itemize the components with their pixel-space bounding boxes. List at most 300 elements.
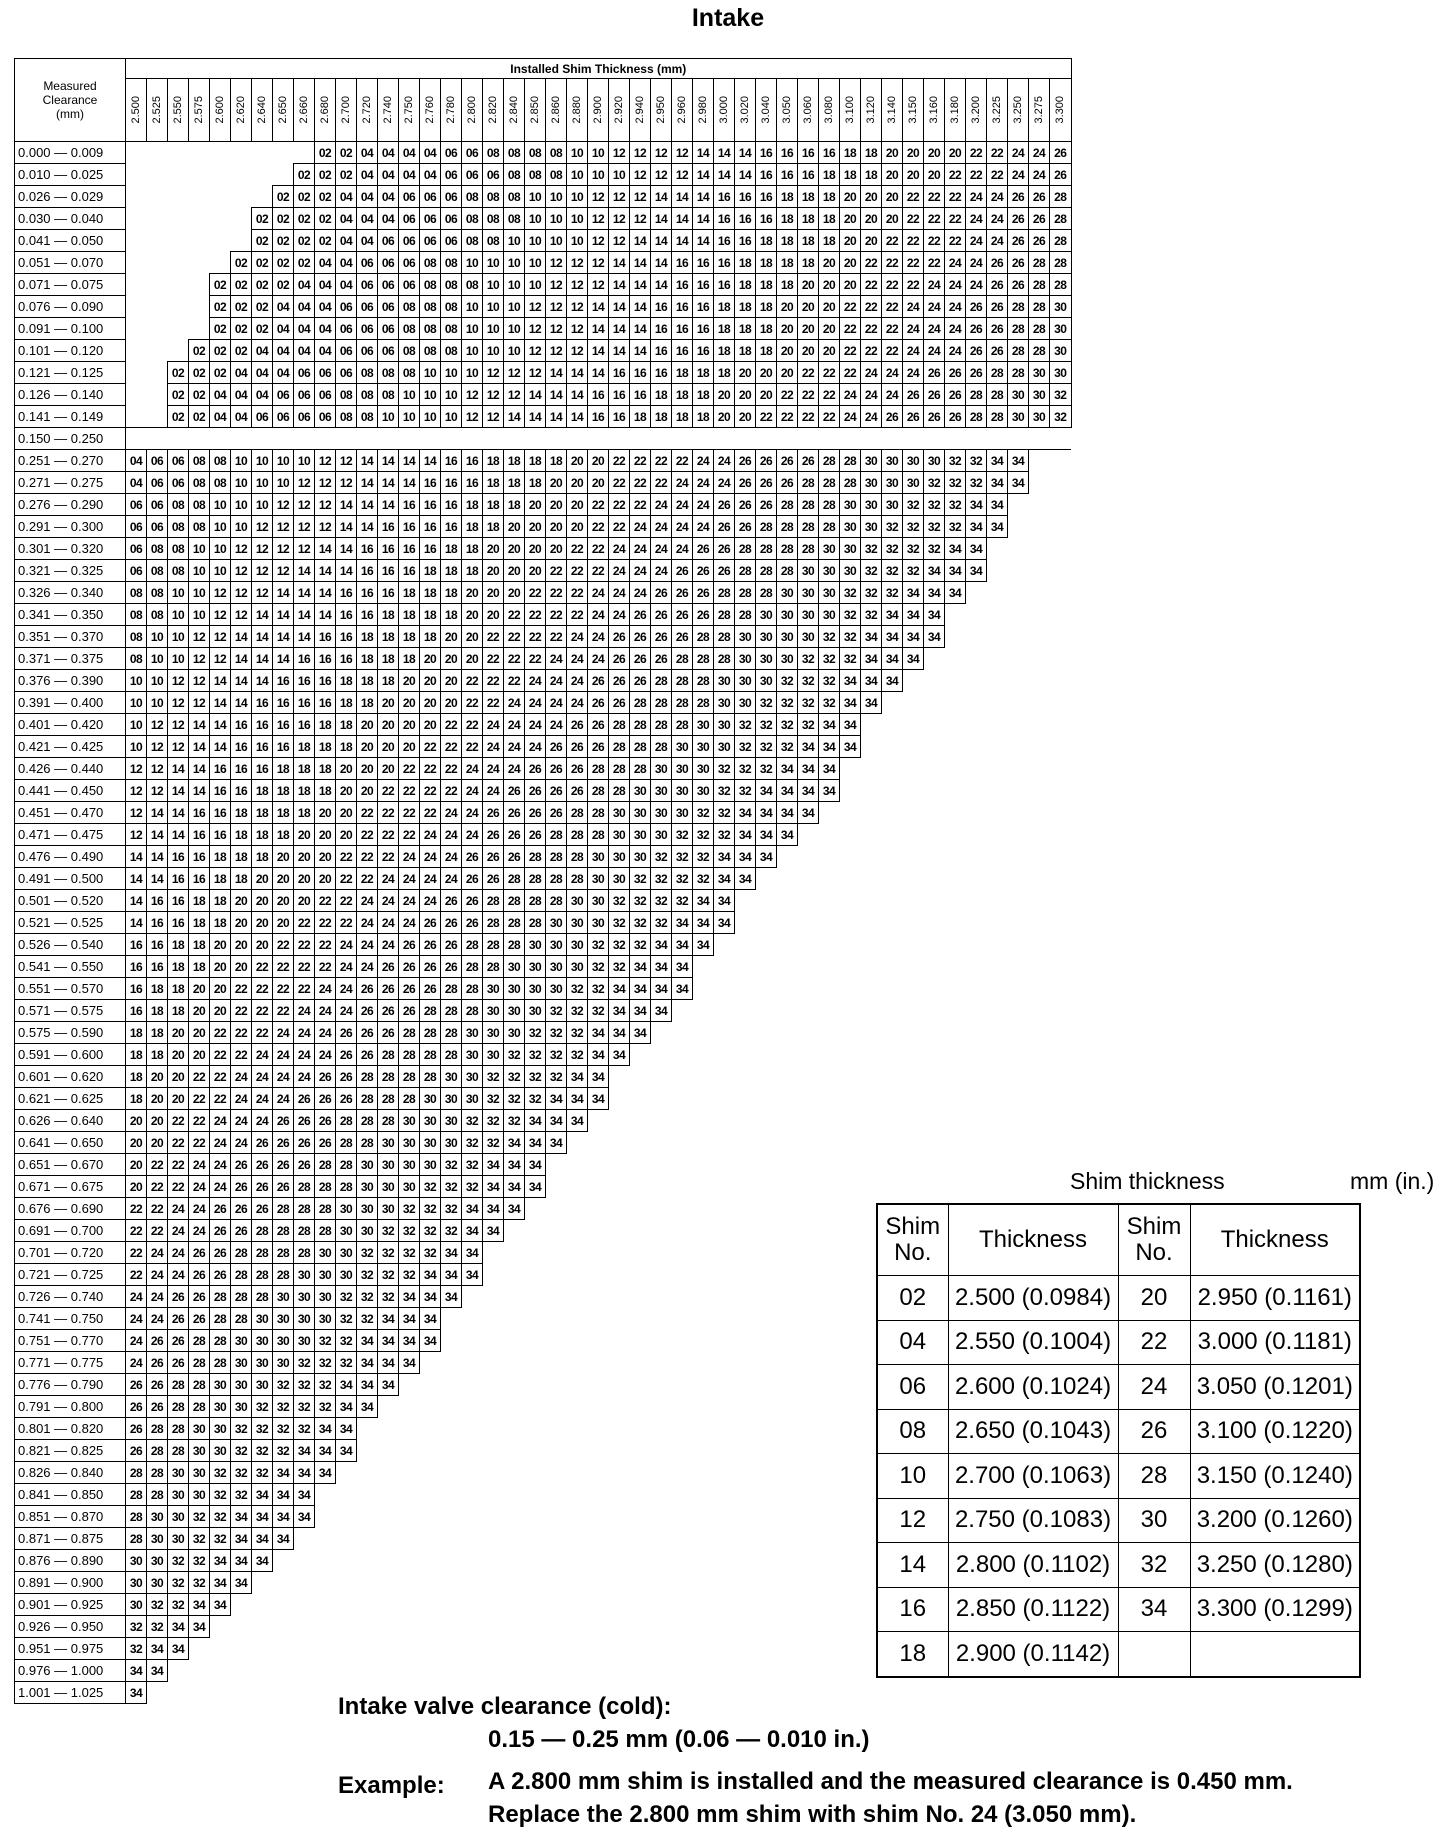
shim-cell: 22 <box>525 626 546 648</box>
empty-cell <box>903 978 924 1000</box>
empty-cell <box>651 1264 672 1286</box>
shim-cell: 32 <box>840 626 861 648</box>
empty-cell <box>693 1286 714 1308</box>
shim-cell: 10 <box>504 340 525 362</box>
shim-cell: 08 <box>189 494 210 516</box>
empty-cell <box>630 1572 651 1594</box>
empty-cell <box>840 1484 861 1506</box>
clearance-row <box>15 1132 1072 1154</box>
empty-cell <box>693 1264 714 1286</box>
empty-cell <box>987 714 1008 736</box>
empty-cell <box>399 1440 420 1462</box>
shim-cell: 30 <box>672 758 693 780</box>
shim-cell: 14 <box>147 846 168 868</box>
shim-cell: 30 <box>672 780 693 802</box>
shim-cell: 18 <box>252 846 273 868</box>
empty-cell <box>525 1352 546 1374</box>
empty-cell <box>378 1396 399 1418</box>
empty-cell <box>966 692 987 714</box>
empty-cell <box>504 1440 525 1462</box>
empty-cell <box>819 1022 840 1044</box>
shim-cell: 12 <box>525 340 546 362</box>
empty-cell <box>861 1044 882 1066</box>
shim-cell: 22 <box>147 1220 168 1242</box>
shim-cell: 34 <box>504 1198 525 1220</box>
empty-cell <box>168 428 189 450</box>
shim-cell: 28 <box>378 1110 399 1132</box>
shim-cell: 02 <box>336 164 357 186</box>
example-line-2: Replace the 2.800 mm shim with shim No. 24 (3.050 mm). <box>488 1801 1137 1828</box>
shim-cell: 06 <box>462 164 483 186</box>
shim-cell: 12 <box>672 164 693 186</box>
empty-cell <box>546 1242 567 1264</box>
shim-cell: 20 <box>504 582 525 604</box>
empty-cell <box>840 1440 861 1462</box>
empty-cell <box>357 1660 378 1682</box>
shim-cell: 30 <box>1050 340 1072 362</box>
shim-cell: 16 <box>357 582 378 604</box>
shim-cell: 28 <box>315 1220 336 1242</box>
empty-cell <box>651 1396 672 1418</box>
shim-number <box>1118 1632 1190 1677</box>
thickness-label: 2.820 <box>487 96 499 124</box>
shim-cell: 26 <box>483 824 504 846</box>
shim-cell: 28 <box>735 538 756 560</box>
empty-cell <box>420 1638 441 1660</box>
shim-cell: 30 <box>840 516 861 538</box>
shim-cell: 28 <box>714 604 735 626</box>
empty-cell <box>651 1154 672 1176</box>
clearance-row <box>15 912 1072 934</box>
shim-cell: 34 <box>861 670 882 692</box>
shim-cell: 04 <box>315 252 336 274</box>
shim-cell: 18 <box>735 252 756 274</box>
empty-cell <box>588 1242 609 1264</box>
empty-cell <box>651 1352 672 1374</box>
shim-cell: 24 <box>861 406 882 428</box>
empty-cell <box>546 1308 567 1330</box>
empty-cell <box>756 1440 777 1462</box>
shim-cell: 08 <box>462 208 483 230</box>
shim-cell: 02 <box>231 296 252 318</box>
shim-cell: 32 <box>651 912 672 934</box>
shim-cell: 34 <box>294 1462 315 1484</box>
shim-cell: 12 <box>567 252 588 274</box>
empty-cell <box>840 1660 861 1682</box>
clearance-range: 0.801 — 0.820 <box>15 1418 126 1440</box>
shim-cell: 12 <box>546 296 567 318</box>
empty-cell <box>651 1550 672 1572</box>
thickness-column-header <box>882 79 903 142</box>
shim-cell: 06 <box>315 362 336 384</box>
shim-cell: 08 <box>378 362 399 384</box>
empty-cell <box>966 428 987 450</box>
empty-cell <box>987 1088 1008 1110</box>
shim-cell: 32 <box>924 516 945 538</box>
empty-cell <box>861 934 882 956</box>
shim-cell: 26 <box>210 1220 231 1242</box>
empty-cell <box>630 1308 651 1330</box>
shim-cell: 30 <box>693 758 714 780</box>
thickness-column-header <box>630 79 651 142</box>
shim-cell: 28 <box>735 604 756 626</box>
shim-cell: 32 <box>609 934 630 956</box>
shim-cell: 24 <box>714 472 735 494</box>
shim-cell: 32 <box>630 934 651 956</box>
empty-cell <box>1050 978 1072 1000</box>
shim-cell: 22 <box>945 208 966 230</box>
shim-cell: 28 <box>567 802 588 824</box>
shim-cell: 10 <box>483 274 504 296</box>
shim-cell: 22 <box>294 978 315 1000</box>
empty-cell <box>609 1396 630 1418</box>
shim-cell: 20 <box>819 318 840 340</box>
shim-cell: 30 <box>840 494 861 516</box>
empty-cell <box>966 626 987 648</box>
empty-cell <box>483 1330 504 1352</box>
shim-cell: 32 <box>651 890 672 912</box>
shim-cell: 18 <box>147 1000 168 1022</box>
shim-cell: 18 <box>168 956 189 978</box>
empty-cell <box>1008 802 1029 824</box>
empty-cell <box>777 1044 798 1066</box>
shim-cell: 20 <box>315 868 336 890</box>
shim-cell: 08 <box>525 142 546 164</box>
shim-cell: 26 <box>987 318 1008 340</box>
shim-cell: 30 <box>735 626 756 648</box>
shim-cell: 24 <box>693 516 714 538</box>
empty-cell <box>819 1484 840 1506</box>
shim-cell: 22 <box>945 230 966 252</box>
shim-cell: 34 <box>651 978 672 1000</box>
shim-cell: 28 <box>525 846 546 868</box>
shim-cell: 20 <box>861 208 882 230</box>
empty-cell <box>126 274 147 296</box>
shim-cell: 32 <box>294 1352 315 1374</box>
shim-cell: 10 <box>462 318 483 340</box>
shim-cell: 06 <box>126 538 147 560</box>
empty-cell <box>987 758 1008 780</box>
shim-cell: 16 <box>294 648 315 670</box>
empty-cell <box>567 1550 588 1572</box>
shim-cell: 26 <box>693 538 714 560</box>
shim-cell: 24 <box>399 912 420 934</box>
shim-cell: 14 <box>336 494 357 516</box>
empty-cell <box>252 186 273 208</box>
shim-cell: 32 <box>609 890 630 912</box>
empty-cell <box>924 714 945 736</box>
empty-cell <box>567 1352 588 1374</box>
shim-cell: 28 <box>231 1264 252 1286</box>
shim-cell: 26 <box>546 758 567 780</box>
shim-thickness: 2.900 (0.1142) <box>948 1632 1118 1677</box>
thickness-column-header <box>399 79 420 142</box>
empty-cell <box>819 1572 840 1594</box>
clearance-range: 0.276 — 0.290 <box>15 494 126 516</box>
empty-cell <box>903 1154 924 1176</box>
empty-cell <box>756 428 777 450</box>
empty-cell <box>882 1066 903 1088</box>
shim-cell: 22 <box>168 1132 189 1154</box>
shim-cell: 08 <box>462 186 483 208</box>
empty-cell <box>1008 1000 1029 1022</box>
shim-cell: 16 <box>735 186 756 208</box>
shim-cell: 30 <box>294 1286 315 1308</box>
thickness-label: 2.740 <box>382 96 394 124</box>
clearance-range: 0.301 — 0.320 <box>15 538 126 560</box>
shim-cell: 04 <box>252 384 273 406</box>
empty-cell <box>840 1220 861 1242</box>
shim-cell: 34 <box>504 1154 525 1176</box>
shim-cell: 22 <box>294 912 315 934</box>
shim-cell: 18 <box>252 780 273 802</box>
shim-cell: 10 <box>168 582 189 604</box>
empty-cell <box>861 1176 882 1198</box>
empty-cell <box>609 1330 630 1352</box>
clearance-range: 0.126 — 0.140 <box>15 384 126 406</box>
shim-cell: 22 <box>504 626 525 648</box>
empty-cell <box>525 1396 546 1418</box>
empty-cell <box>294 1660 315 1682</box>
shim-cell: 34 <box>546 1088 567 1110</box>
empty-cell <box>693 1396 714 1418</box>
shim-cell: 26 <box>525 758 546 780</box>
empty-cell <box>588 1616 609 1638</box>
shim-cell: 14 <box>273 604 294 626</box>
shim-cell: 16 <box>294 714 315 736</box>
shim-cell: 28 <box>1050 230 1072 252</box>
shim-cell: 32 <box>735 714 756 736</box>
shim-cell: 18 <box>294 758 315 780</box>
shim-cell: 12 <box>567 274 588 296</box>
clearance-range: 0.621 — 0.625 <box>15 1088 126 1110</box>
empty-cell <box>420 1484 441 1506</box>
shim-cell: 24 <box>483 714 504 736</box>
shim-cell: 18 <box>336 714 357 736</box>
empty-cell <box>252 428 273 450</box>
shim-cell: 24 <box>357 912 378 934</box>
empty-cell <box>756 1462 777 1484</box>
empty-cell <box>504 1616 525 1638</box>
shim-cell: 32 <box>399 1220 420 1242</box>
clearance-row <box>15 318 1072 340</box>
empty-cell <box>924 802 945 824</box>
shim-cell: 20 <box>273 868 294 890</box>
shim-cell: 14 <box>273 626 294 648</box>
shim-thickness: 2.800 (0.1102) <box>948 1543 1118 1588</box>
shim-cell: 22 <box>546 604 567 626</box>
empty-cell <box>147 164 168 186</box>
shim-cell: 18 <box>294 736 315 758</box>
empty-cell <box>462 1550 483 1572</box>
shim-number: 16 <box>877 1587 948 1632</box>
shim-cell: 20 <box>483 560 504 582</box>
empty-cell <box>945 978 966 1000</box>
empty-cell <box>693 1594 714 1616</box>
empty-cell <box>1050 890 1072 912</box>
thickness-label: 3.050 <box>781 96 793 124</box>
shim-cell: 14 <box>630 318 651 340</box>
shim-cell: 32 <box>693 802 714 824</box>
shim-cell: 24 <box>1008 142 1029 164</box>
shim-cell: 20 <box>798 340 819 362</box>
shim-cell: 32 <box>378 1242 399 1264</box>
empty-cell <box>693 1110 714 1132</box>
empty-cell <box>609 1198 630 1220</box>
shim-cell: 34 <box>567 1066 588 1088</box>
shim-cell: 32 <box>1050 406 1072 428</box>
shim-cell: 08 <box>378 384 399 406</box>
empty-cell <box>588 428 609 450</box>
empty-cell <box>714 1550 735 1572</box>
shim-cell: 26 <box>420 978 441 1000</box>
empty-cell <box>777 912 798 934</box>
shim-cell: 32 <box>819 648 840 670</box>
empty-cell <box>525 1198 546 1220</box>
shim-cell: 06 <box>273 384 294 406</box>
empty-cell <box>1029 890 1050 912</box>
empty-cell <box>714 1110 735 1132</box>
shim-cell: 08 <box>420 274 441 296</box>
shim-cell: 34 <box>924 604 945 626</box>
shim-cell: 32 <box>399 1242 420 1264</box>
shim-cell: 24 <box>210 1132 231 1154</box>
empty-cell <box>399 1550 420 1572</box>
empty-cell <box>1050 670 1072 692</box>
shim-cell: 18 <box>504 494 525 516</box>
clearance-range: 0.926 — 0.950 <box>15 1616 126 1638</box>
shim-cell: 22 <box>924 208 945 230</box>
shim-cell: 20 <box>399 736 420 758</box>
empty-cell <box>567 1154 588 1176</box>
empty-cell <box>672 1176 693 1198</box>
shim-cell: 04 <box>210 384 231 406</box>
shim-cell: 16 <box>735 208 756 230</box>
shim-cell: 30 <box>882 450 903 472</box>
shim-cell: 32 <box>336 1286 357 1308</box>
clearance-range: 0.551 — 0.570 <box>15 978 126 1000</box>
shim-cell: 06 <box>441 186 462 208</box>
shim-cell: 24 <box>231 1110 252 1132</box>
empty-cell <box>1008 560 1029 582</box>
shim-cell: 18 <box>189 912 210 934</box>
shim-cell: 28 <box>294 1198 315 1220</box>
shim-cell: 14 <box>126 846 147 868</box>
shim-cell: 32 <box>462 1154 483 1176</box>
shim-cell: 08 <box>210 472 231 494</box>
shim-cell: 28 <box>189 1330 210 1352</box>
shim-cell: 20 <box>588 450 609 472</box>
shim-thickness: 2.700 (0.1063) <box>948 1454 1118 1499</box>
empty-cell <box>840 1528 861 1550</box>
empty-cell <box>420 1550 441 1572</box>
shim-cell: 24 <box>714 450 735 472</box>
empty-cell <box>966 1132 987 1154</box>
empty-cell <box>819 1550 840 1572</box>
shim-number: 02 <box>877 1276 948 1321</box>
empty-cell <box>861 780 882 802</box>
clearance-range: 0.671 — 0.675 <box>15 1176 126 1198</box>
shim-cell: 14 <box>231 670 252 692</box>
clearance-range: 0.441 — 0.450 <box>15 780 126 802</box>
shim-cell: 16 <box>630 362 651 384</box>
empty-cell <box>987 824 1008 846</box>
shim-cell: 26 <box>231 1198 252 1220</box>
shim-cell: 22 <box>861 274 882 296</box>
shim-cell: 34 <box>588 1022 609 1044</box>
empty-cell <box>546 1330 567 1352</box>
empty-cell <box>798 934 819 956</box>
shim-cell: 16 <box>609 362 630 384</box>
shim-cell: 30 <box>378 1176 399 1198</box>
shim-cell: 18 <box>378 648 399 670</box>
shim-cell: 24 <box>168 1198 189 1220</box>
shim-cell: 22 <box>231 1044 252 1066</box>
clearance-range: 0.726 — 0.740 <box>15 1286 126 1308</box>
thickness-column-header <box>924 79 945 142</box>
shim-cell: 24 <box>924 274 945 296</box>
shim-number: 28 <box>1118 1454 1190 1499</box>
empty-cell <box>882 1088 903 1110</box>
shim-cell: 32 <box>483 1110 504 1132</box>
empty-cell <box>1008 670 1029 692</box>
empty-cell <box>819 1594 840 1616</box>
clearance-row <box>15 406 1072 428</box>
empty-cell <box>588 1440 609 1462</box>
empty-cell <box>357 1506 378 1528</box>
shim-cell: 18 <box>420 604 441 626</box>
shim-cell: 34 <box>798 780 819 802</box>
empty-cell <box>882 868 903 890</box>
shim-cell: 12 <box>273 516 294 538</box>
empty-cell <box>567 1594 588 1616</box>
shim-cell: 32 <box>924 472 945 494</box>
clearance-range: 0.451 — 0.470 <box>15 802 126 824</box>
shim-cell: 32 <box>546 1044 567 1066</box>
shim-cell: 34 <box>210 1572 231 1594</box>
empty-cell <box>588 1594 609 1616</box>
empty-cell <box>840 1198 861 1220</box>
shim-cell: 28 <box>189 1352 210 1374</box>
shim-cell: 30 <box>756 648 777 670</box>
empty-cell <box>147 428 168 450</box>
shim-cell: 34 <box>777 758 798 780</box>
empty-cell <box>987 1110 1008 1132</box>
shim-cell: 26 <box>210 1264 231 1286</box>
shim-thickness: 3.100 (0.1220) <box>1190 1409 1360 1454</box>
shim-cell: 20 <box>756 384 777 406</box>
thickness-label: 2.800 <box>466 96 478 124</box>
empty-cell <box>945 1088 966 1110</box>
shim-cell: 34 <box>882 648 903 670</box>
thickness-column-header <box>861 79 882 142</box>
shim-cell: 28 <box>378 1066 399 1088</box>
shim-cell: 30 <box>273 1286 294 1308</box>
shim-cell: 24 <box>210 1176 231 1198</box>
shim-cell: 34 <box>672 934 693 956</box>
shim-cell: 34 <box>714 890 735 912</box>
shim-cell: 34 <box>903 648 924 670</box>
shim-cell: 24 <box>651 560 672 582</box>
shim-cell: 12 <box>147 758 168 780</box>
empty-cell <box>735 1132 756 1154</box>
shim-cell: 02 <box>189 340 210 362</box>
empty-cell <box>903 1066 924 1088</box>
empty-cell <box>273 1638 294 1660</box>
empty-cell <box>651 1110 672 1132</box>
shim-cell: 06 <box>483 164 504 186</box>
shim-cell: 28 <box>546 824 567 846</box>
